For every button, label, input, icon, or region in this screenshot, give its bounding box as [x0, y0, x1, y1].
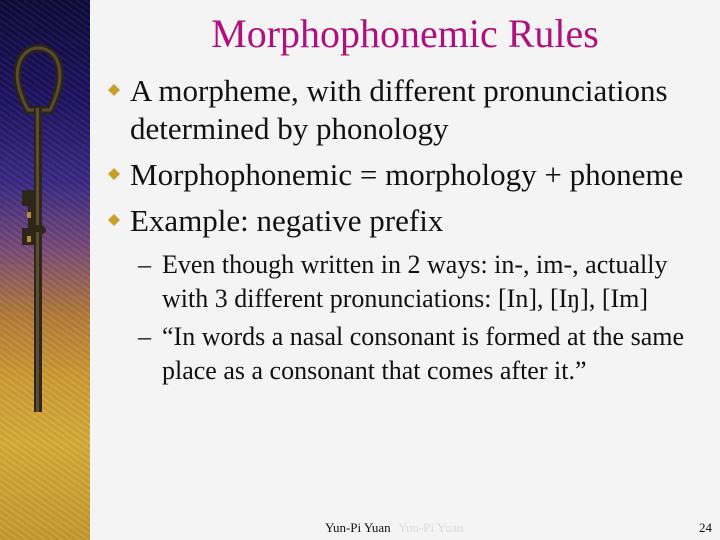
diamond-bullet-icon [108, 84, 120, 96]
dash-marker: – [138, 250, 151, 279]
footer-author: Yun-Pi Yuan [325, 520, 391, 535]
sub-bullet-text: “In words a nasal consonant is formed at the same place as a consonant that comes after it.” [162, 322, 685, 385]
slide-title: Morphophonemic Rules [211, 11, 599, 56]
bullet-text: Example: negative prefix [130, 203, 444, 238]
dash-marker: – [138, 322, 151, 351]
sub-bullet-text: Even though written in 2 ways: in-, im-, actually with 3 different pronunciations: [In], [Iŋ], [Im] [162, 250, 668, 313]
old-key-icon [0, 0, 90, 540]
sub-bullet-item [110, 320, 705, 388]
diamond-bullet-icon [108, 168, 120, 180]
bullet-item [110, 202, 705, 240]
sub-bullet-item [110, 248, 705, 316]
bullet-text: Morphophonemic = morphology + phoneme [130, 157, 684, 192]
bullet-item [110, 156, 705, 194]
bullet-text: A morpheme, with different pronunciations determined by phonology [130, 73, 668, 146]
footer-author-ghost: Yun-Pi Yuan [398, 520, 464, 535]
decorative-sidebar [0, 0, 90, 540]
diamond-bullet-icon [108, 214, 120, 226]
page-number: 24 [699, 520, 712, 535]
slide-body [110, 72, 705, 388]
bullet-item [110, 72, 705, 148]
